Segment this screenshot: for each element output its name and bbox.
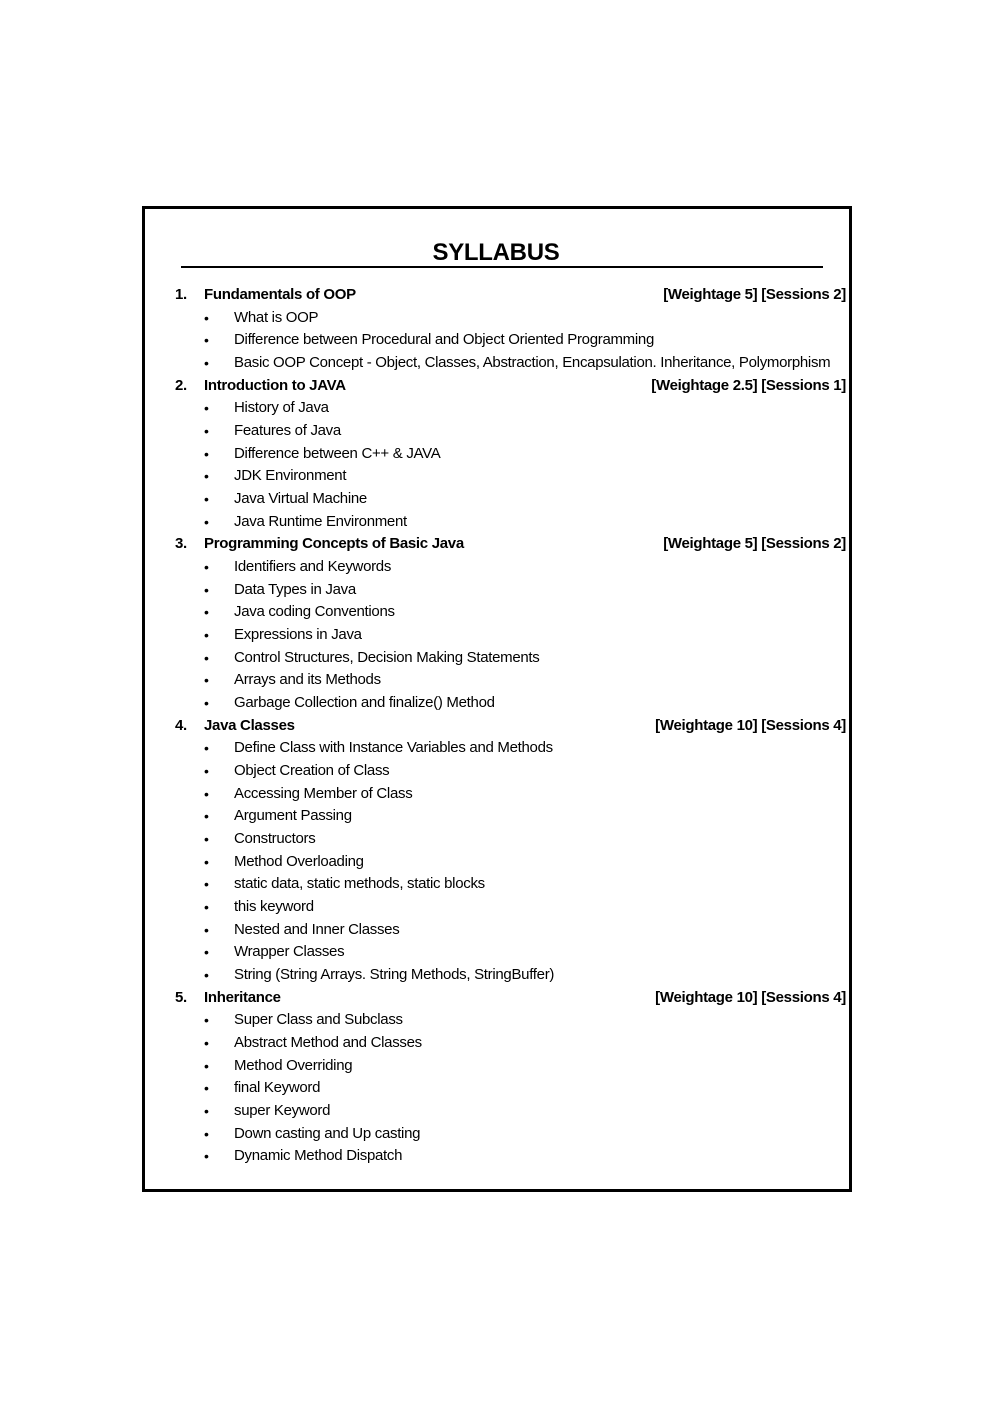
bullet-icon: • bbox=[204, 400, 209, 417]
section-header bbox=[0, 375, 992, 398]
section-number: 4. bbox=[175, 716, 187, 734]
bullet-icon: • bbox=[204, 309, 209, 326]
list-item bbox=[0, 1032, 992, 1055]
list-item bbox=[0, 941, 992, 964]
list-item-text: Wrapper Classes bbox=[234, 943, 345, 961]
list-item-text: Difference between C++ & JAVA bbox=[234, 444, 441, 462]
list-item-text: Define Class with Instance Variables and Methods bbox=[234, 739, 553, 757]
list-item-text: Difference between Procedural and Object Oriented Programming bbox=[234, 331, 654, 349]
bullet-icon: • bbox=[204, 899, 209, 916]
section-header bbox=[0, 284, 992, 307]
list-item bbox=[0, 624, 992, 647]
list-item-text: this keyword bbox=[234, 898, 314, 916]
bullet-icon: • bbox=[204, 581, 209, 598]
bullet-icon: • bbox=[204, 785, 209, 802]
list-item bbox=[0, 1077, 992, 1100]
list-item bbox=[0, 669, 992, 692]
list-item bbox=[0, 1009, 992, 1032]
list-item-text: Java Runtime Environment bbox=[234, 512, 407, 530]
list-item-text: Java coding Conventions bbox=[234, 603, 395, 621]
list-item-text: super Keyword bbox=[234, 1102, 331, 1120]
bullet-icon: • bbox=[204, 944, 209, 961]
list-item bbox=[0, 511, 992, 534]
bullet-icon: • bbox=[204, 740, 209, 757]
list-item-text: Expressions in Java bbox=[234, 626, 362, 644]
section-header bbox=[0, 533, 992, 556]
bullet-icon: • bbox=[204, 808, 209, 825]
section-title: Java Classes bbox=[204, 716, 295, 734]
section-title: Introduction to JAVA bbox=[204, 376, 346, 394]
list-item-text: String (String Arrays. String Methods, StringBuffer) bbox=[234, 966, 555, 984]
bullet-icon: • bbox=[204, 468, 209, 485]
syllabus-list bbox=[0, 284, 992, 1168]
list-item bbox=[0, 601, 992, 624]
list-item-text: Dynamic Method Dispatch bbox=[234, 1147, 403, 1165]
bullet-icon: • bbox=[204, 1125, 209, 1142]
list-item bbox=[0, 873, 992, 896]
section-number: 2. bbox=[175, 376, 187, 394]
bullet-icon: • bbox=[204, 831, 209, 848]
list-item-text: Arrays and its Methods bbox=[234, 671, 381, 689]
list-item bbox=[0, 737, 992, 760]
bullet-icon: • bbox=[204, 649, 209, 666]
section-weightage: [Weightage 5] [Sessions 2] bbox=[663, 535, 846, 553]
bullet-icon: • bbox=[204, 491, 209, 508]
bullet-icon: • bbox=[204, 853, 209, 870]
list-item bbox=[0, 307, 992, 330]
section-number: 3. bbox=[175, 535, 187, 553]
list-item bbox=[0, 420, 992, 443]
list-item bbox=[0, 352, 992, 375]
bullet-icon: • bbox=[204, 1103, 209, 1120]
list-item bbox=[0, 964, 992, 987]
list-item bbox=[0, 1100, 992, 1123]
list-item bbox=[0, 919, 992, 942]
bullet-icon: • bbox=[204, 763, 209, 780]
list-item-text: Features of Java bbox=[234, 422, 341, 439]
bullet-icon: • bbox=[204, 355, 209, 371]
list-item bbox=[0, 783, 992, 806]
bullet-icon: • bbox=[204, 1148, 209, 1165]
list-item-text: final Keyword bbox=[234, 1079, 321, 1097]
list-item-text: Down casting and Up casting bbox=[234, 1124, 421, 1142]
list-item bbox=[0, 556, 992, 579]
list-item bbox=[0, 1123, 992, 1146]
list-item-text: Data Types in Java bbox=[234, 580, 356, 598]
list-item bbox=[0, 443, 992, 466]
list-item bbox=[0, 329, 992, 352]
list-item-text: Garbage Collection and finalize() Method bbox=[234, 694, 495, 712]
bullet-icon: • bbox=[204, 921, 209, 938]
section-header bbox=[0, 987, 992, 1010]
bullet-icon: • bbox=[204, 513, 209, 530]
bullet-icon: • bbox=[204, 1057, 209, 1074]
list-item-text: Control Structures, Decision Making Statements bbox=[234, 648, 540, 666]
list-item bbox=[0, 397, 992, 420]
list-item-text: What is OOP bbox=[234, 308, 319, 326]
bullet-icon: • bbox=[204, 1012, 209, 1029]
section-weightage: [Weightage 2.5] [Sessions 1] bbox=[651, 376, 846, 394]
list-item bbox=[0, 1145, 992, 1168]
list-item-text: Java Virtual Machine bbox=[234, 490, 367, 508]
list-item-text: History of Java bbox=[234, 399, 329, 417]
bullet-icon: • bbox=[204, 559, 209, 576]
list-item-text: Nested and Inner Classes bbox=[234, 920, 400, 938]
list-item-text: Accessing Member of Class bbox=[234, 784, 413, 802]
list-item-text: Abstract Method and Classes bbox=[234, 1034, 422, 1052]
list-item-text: Constructors bbox=[234, 830, 316, 848]
list-item bbox=[0, 647, 992, 670]
bullet-icon: • bbox=[204, 967, 209, 984]
section-header bbox=[0, 715, 992, 738]
bullet-icon: • bbox=[204, 627, 209, 644]
page-title: SYLLABUS bbox=[432, 239, 560, 266]
list-item bbox=[0, 465, 992, 488]
list-item-text: Super Class and Subclass bbox=[234, 1011, 403, 1029]
list-item bbox=[0, 760, 992, 783]
section-title: Fundamentals of OOP bbox=[204, 286, 356, 303]
list-item-text: Argument Passing bbox=[234, 807, 352, 825]
bullet-icon: • bbox=[204, 604, 209, 621]
list-item-text: JDK Environment bbox=[234, 467, 347, 485]
list-item bbox=[0, 692, 992, 715]
list-item-text: Object Creation of Class bbox=[234, 762, 390, 780]
bullet-icon: • bbox=[204, 423, 209, 439]
section-weightage: [Weightage 10] [Sessions 4] bbox=[655, 988, 846, 1006]
section-title: Inheritance bbox=[204, 988, 281, 1006]
list-item bbox=[0, 488, 992, 511]
bullet-icon: • bbox=[204, 332, 209, 349]
bullet-icon: • bbox=[204, 1080, 209, 1097]
bullet-icon: • bbox=[204, 1035, 209, 1052]
list-item bbox=[0, 579, 992, 602]
list-item-text: Basic OOP Concept - Object, Classes, Abstraction, Encapsulation. Inheritance, Polymorphism bbox=[234, 354, 831, 371]
section-title: Programming Concepts of Basic Java bbox=[204, 535, 464, 553]
list-item-text: static data, static methods, static blocks bbox=[234, 875, 485, 893]
list-item bbox=[0, 805, 992, 828]
section-weightage: [Weightage 10] [Sessions 4] bbox=[655, 716, 846, 734]
bullet-icon: • bbox=[204, 445, 209, 462]
section-number: 1. bbox=[175, 286, 187, 303]
list-item-text: Identifiers and Keywords bbox=[234, 558, 392, 576]
list-item bbox=[0, 1055, 992, 1078]
title-underline bbox=[181, 266, 823, 268]
list-item bbox=[0, 828, 992, 851]
bullet-icon: • bbox=[204, 695, 209, 712]
section-number: 5. bbox=[175, 988, 187, 1006]
bullet-icon: • bbox=[204, 672, 209, 689]
bullet-icon: • bbox=[204, 876, 209, 893]
list-item bbox=[0, 851, 992, 874]
list-item-text: Method Overloading bbox=[234, 852, 364, 870]
section-weightage: [Weightage 5] [Sessions 2] bbox=[663, 286, 846, 303]
list-item-text: Method Overriding bbox=[234, 1056, 353, 1074]
list-item bbox=[0, 896, 992, 919]
